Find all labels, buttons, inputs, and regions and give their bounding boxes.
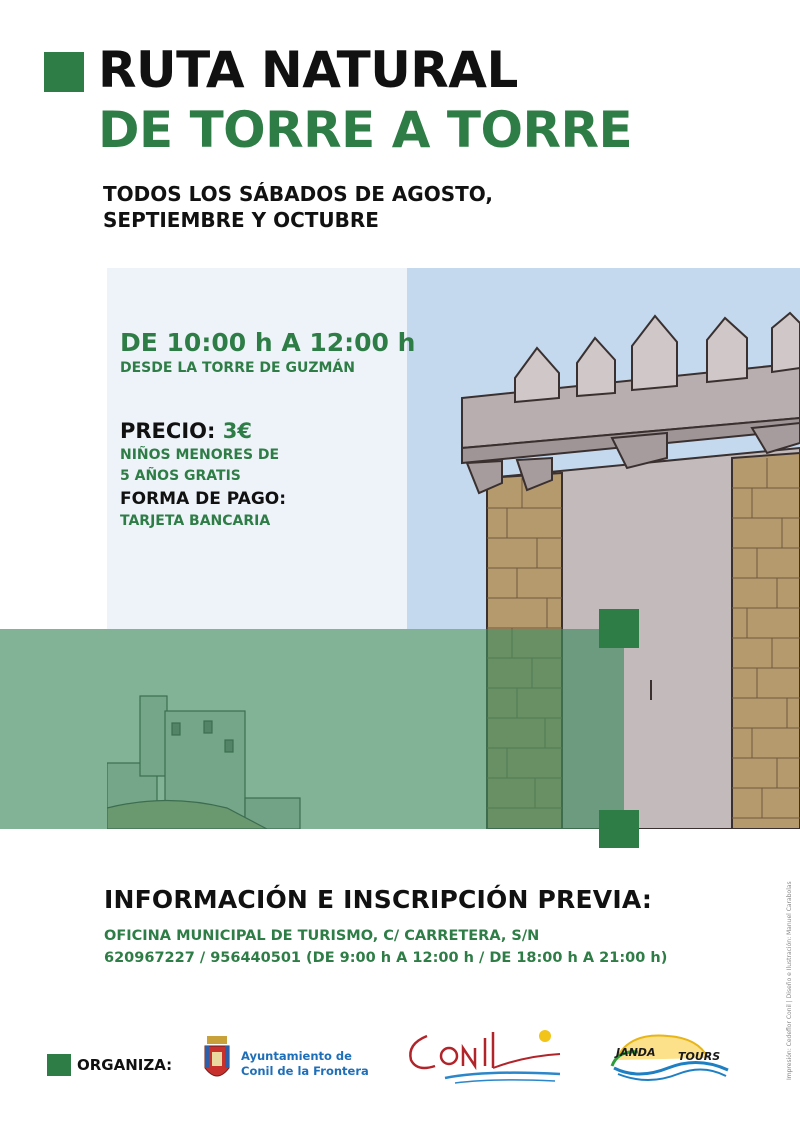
janda-tours-logo (608, 1030, 733, 1086)
schedule-start-point: DESDE LA TORRE DE GUZMÁN (120, 360, 355, 376)
schedule-time: DE 10:00 h A 12:00 h (120, 328, 416, 357)
organiza-label: ORGANIZA: (77, 1056, 173, 1074)
conil-logo (405, 1026, 570, 1086)
organiza-square-icon (47, 1054, 71, 1076)
tours-text: TOURS (678, 1050, 721, 1063)
subtitle-line-1: TODOS LOS SÁBADOS DE AGOSTO, (103, 182, 493, 206)
coat-of-arms-icon (201, 1034, 233, 1086)
kids-note-line-2: 5 AÑOS GRATIS (120, 468, 241, 484)
header-square-icon (44, 52, 84, 92)
janda-text: JANDA (616, 1046, 656, 1059)
ayuntamiento-line-2: Conil de la Frontera (241, 1064, 369, 1078)
price-label: PRECIO: (120, 419, 216, 443)
price-amount: 3€ (222, 419, 252, 443)
price (120, 418, 252, 444)
green-overlay-band (0, 629, 624, 829)
info-address: OFICINA MUNICIPAL DE TURISMO, C/ CARRETERA, S/N (104, 928, 540, 944)
title-line-1: RUTA NATURAL (98, 41, 518, 99)
ayuntamiento-line-1: Ayuntamiento de (241, 1049, 352, 1063)
kids-note-line-1: NIÑOS MENORES DE (120, 447, 280, 463)
accent-square-bottom (599, 810, 639, 848)
credits-vertical: Impresión: Cedeflor Conil | Diseño e Ilustración: Manuel Carabolas (786, 881, 793, 1080)
accent-square-top (599, 609, 639, 648)
payment-value: TARJETA BANCARIA (120, 513, 271, 529)
subtitle-line-2: SEPTIEMBRE Y OCTUBRE (103, 208, 379, 232)
title-line-2: DE TORRE A TORRE (98, 101, 633, 159)
info-phones: 620967227 / 956440501 (DE 9:00 h A 12:00 h / DE 18:00 h A 21:00 h) (104, 950, 668, 966)
info-title: INFORMACIÓN E INSCRIPCIÓN PREVIA: (104, 885, 653, 914)
payment-label: FORMA DE PAGO: (120, 489, 287, 509)
